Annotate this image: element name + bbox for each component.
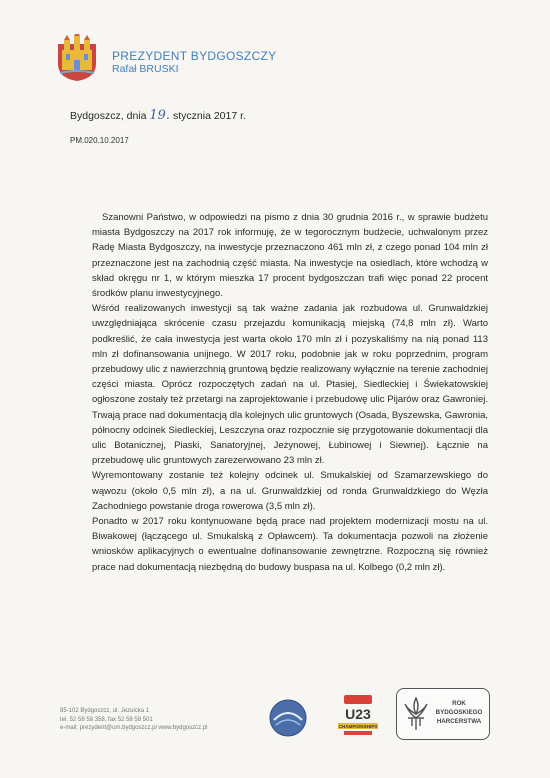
rok-line: HARCERSTWA: [436, 718, 482, 725]
letter-body: [92, 210, 488, 575]
dateline-suffix: stycznia 2017 r.: [173, 110, 246, 122]
bydgoszcz-crest-icon: [56, 34, 98, 82]
letterhead-name: Rafał BRUSKI: [112, 63, 179, 75]
letterhead-title: PREZYDENT BYDGOSZCZY: [112, 49, 277, 63]
reference-number: PM.020.10.2017: [70, 136, 129, 145]
dateline-prefix: Bydgoszcz, dnia: [70, 110, 147, 122]
rok-line: ROK: [452, 700, 466, 707]
u23-sub: CHAMPIONSHIPS: [338, 724, 378, 729]
body-paragraph: Wyremontowany zostanie też kolejny odcinek ul. Smukalskiej od Szamarzewskiego do wąwozu (około 0,5 mln zł), a na ul. Grunwaldzkiej od ronda Grunwaldzkiego do Węzła Zachodniego powstanie droga rowerowa (3,5 mln zł).: [92, 470, 488, 512]
dateline-day: 19.: [149, 108, 171, 123]
u23-label: U23: [345, 706, 371, 722]
rok-text: [431, 699, 487, 726]
footer-address-line: e-mail: prezydent@um.bydgoszcz.pl www.bydgoszcz.pl: [60, 725, 208, 732]
body-paragraph: Szanowni Państwo, w odpowiedzi na pismo z dnia 30 grudnia 2016 r., w sprawie budżetu miasta Bydgoszczy na 2017 rok informuję, że w tegorocznym budżecie, uchwalonym przez Radę Miasta Bydgoszczy, na inwestycje przeznaczono 461 mln zł, z czego ponad 104 mln zł przeznaczone jest na zachodnią część miasta. Na inwestycje na osiedlach, które wchodzą w skład okręgu nr 1, w którym mieszka 17 procent bydgoszczan trafi więc ponad 22 procent środków planu inwestycyjnego.: [92, 212, 488, 300]
rok-line: BYDGOSKIEGO: [435, 709, 483, 716]
city-badge-logo-icon: [268, 698, 308, 738]
scout-lily-icon: [402, 696, 430, 732]
letterhead: [112, 49, 276, 76]
body-paragraph: Ponadto w 2017 roku kontynuowane będą prace nad projektem modernizacji mostu na ul. Biwakowej (łączącego ul. Smukalską z Opławcem). Ta dokumentacja pozwoli na złożenie wniosków aplikacyjnych o ewentualne dofinansowanie zewnętrzne. Rozpoczną się również prace nad dokumentacją niezbędną do budowy buspasa na ul. Kolbego (0,2 mln zł).: [92, 516, 488, 573]
footer-address-line: 85-102 Bydgoszcz, ul. Jezuicka 1: [60, 708, 150, 714]
footer-address-line: tel. 52 58 58 358, fax 52 58 58 501: [60, 716, 153, 723]
body-paragraph: Wśród realizowanych inwestycji są tak ważne zadania jak rozbudowa ul. Grunwaldzkiej uwzględniająca skrócenie czasu przejazdu komunikacją miejską (74,8 mln zł). Warto podkreślić, że cała inwestycja jest warta około 170 mln zł i pozyskaliśmy na nią ponad 113 mln zł dofinansowania unijnego. W 2017 roku, podobnie jak w roku poprzednim, program przebudowy ulic z nawierzchnią gruntową będzie realizowany wyłącznie na terenie zachodniej części miasta. Oprócz rozpoczętych zadań na ul. Ptasiej, Siedleckiej i Świekatowskiej ogłoszone zostały też przetargi na zaprojektowanie i przebudowę ulic Pijarów oraz Gawroniej. Trwają prace nad dokumentacją dla kolejnych ulic gruntowych (Osada, Byszewska, Gawronia, północny odcinek Siedleckiej, Leszczyna oraz rozpocznie się przygotowanie dokumentacji dla ulic Botanicznej, Piaski, Sanatoryjnej, Jeżynowej, Łubinowej i Siewnej). Łącznie na przebudowę ulic gruntowych zarezerwowano 23 mln zł.: [92, 303, 488, 467]
dateline: [70, 108, 246, 123]
rok-harcerstwa-badge: [396, 688, 490, 740]
u23-championships-logo-icon: [336, 693, 380, 737]
footer-address: [60, 707, 207, 733]
